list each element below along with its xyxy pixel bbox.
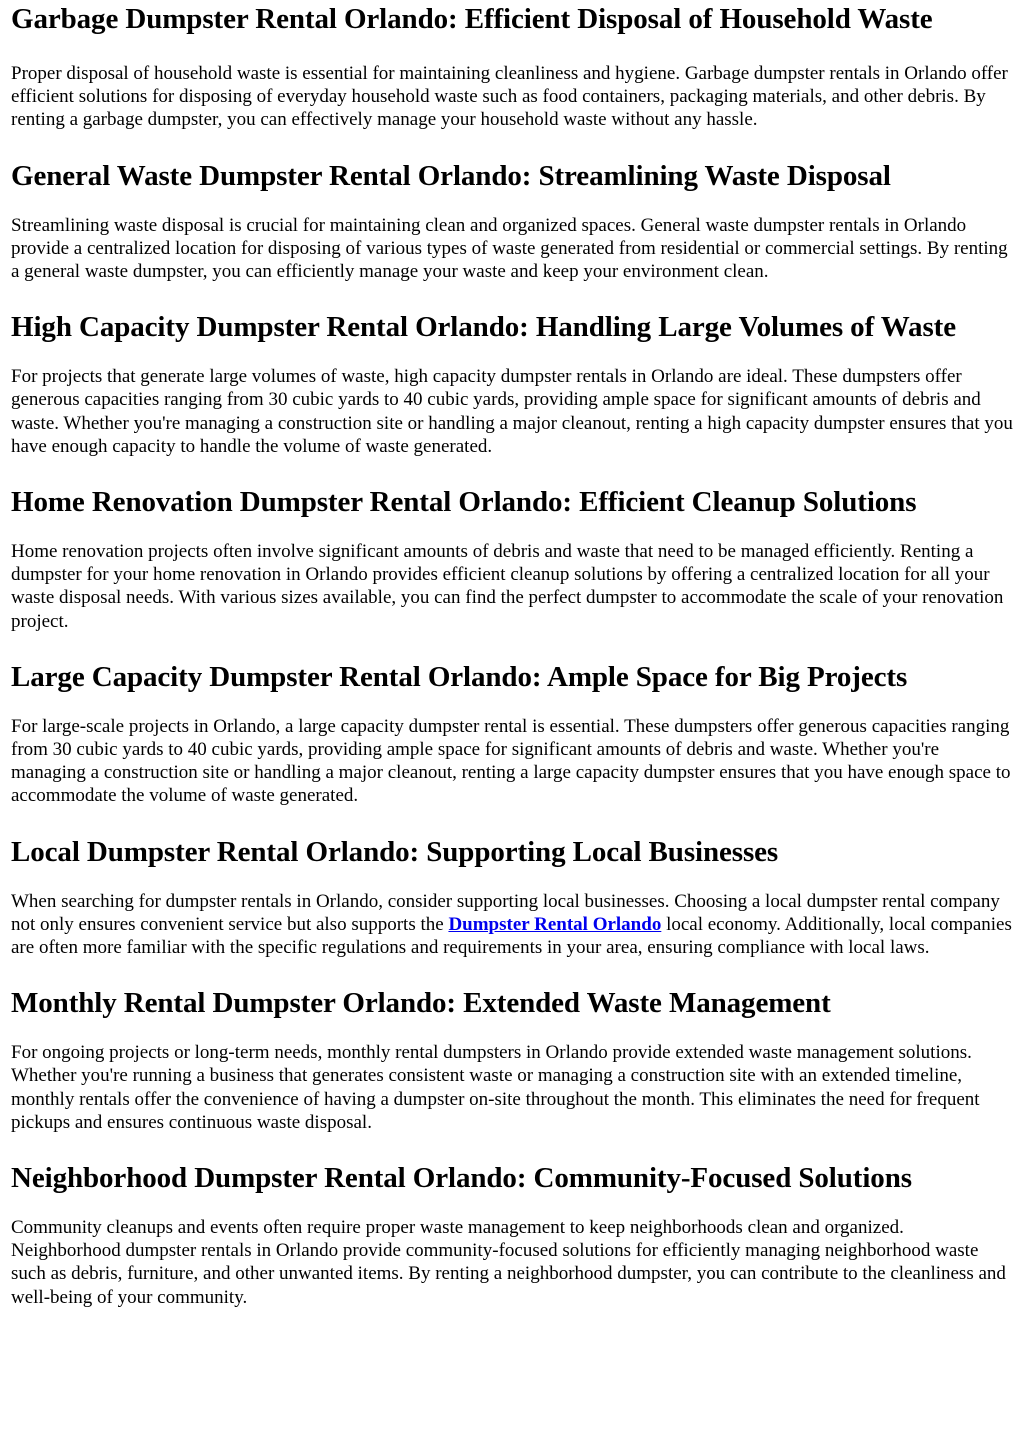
section-heading: General Waste Dumpster Rental Orlando: Streamlining Waste Disposal bbox=[11, 159, 891, 192]
section-monthly-rental bbox=[11, 986, 1013, 1134]
section-body: Community cleanups and events often require proper waste management to keep neighborhoods clean and organized. Neighborhood dumpster rentals in Orlando provide community-focused solutions for efficiently managing neighborhood waste such as debris, furniture, and other unwanted items. By renting a neighborhood dumpster, you can contribute to the cleanliness and well-being of your community. bbox=[11, 1217, 1006, 1308]
section-local-dumpster bbox=[11, 835, 1013, 960]
section-body: Home renovation projects often involve significant amounts of debris and waste that need to be managed efficiently. Renting a dumpster for your home renovation in Orlando provides efficient cleanup solutions by offering a centralized location for all your waste disposal needs. With various sizes available, you can find the perfect dumpster to accommodate the scale of your renovation project. bbox=[11, 541, 1004, 632]
section-heading: Neighborhood Dumpster Rental Orlando: Community-Focused Solutions bbox=[11, 1162, 912, 1195]
section-heading: Local Dumpster Rental Orlando: Supporting Local Businesses bbox=[11, 835, 779, 868]
section-heading: High Capacity Dumpster Rental Orlando: Handling Large Volumes of Waste bbox=[11, 311, 956, 344]
section-heading: Large Capacity Dumpster Rental Orlando: Ample Space for Big Projects bbox=[11, 660, 908, 693]
section-neighborhood bbox=[11, 1161, 1013, 1309]
section-body: For ongoing projects or long-term needs, monthly rental dumpsters in Orlando provide extended waste management solutions. Whether you're running a business that generates consistent waste or managing a construction site with an extended timeline, monthly rentals offer the convenience of having a dumpster on-site throughout the month. This eliminates the need for frequent pickups and ensures continuous waste disposal. bbox=[11, 1042, 980, 1133]
section-garbage-dumpster bbox=[11, 0, 1013, 132]
section-body: For projects that generate large volumes of waste, high capacity dumpster rentals in Orlando are ideal. These dumpsters offer generous capacities ranging from 30 cubic yards to 40 cubic yards, providing ample space for significant amounts of debris and waste. Whether you're managing a construction site or handling a major cleanout, renting a high capacity dumpster ensures that you have enough capacity to handle the volume of waste generated. bbox=[11, 366, 1013, 457]
section-body: Streamlining waste disposal is crucial for maintaining clean and organized spaces. General waste dumpster rentals in Orlando provide a centralized location for disposing of various types of waste generated from residential or commercial settings. By renting a general waste dumpster, you can efficiently manage your waste and keep your environment clean. bbox=[11, 214, 1008, 283]
section-body bbox=[11, 890, 1013, 960]
section-large-capacity bbox=[11, 660, 1013, 808]
dumpster-rental-orlando-link[interactable]: Dumpster Rental Orlando bbox=[448, 913, 662, 935]
section-body: For large-scale projects in Orlando, a large capacity dumpster rental is essential. These dumpsters offer generous capacities ranging from 30 cubic yards to 40 cubic yards, providing ample space for significant amounts of debris and waste. Whether you're managing a construction site or handling a major cleanout, renting a large capacity dumpster ensures that you have enough space to accommodate the volume of waste generated. bbox=[11, 715, 1011, 807]
section-general-waste bbox=[11, 159, 1013, 284]
section-heading: Monthly Rental Dumpster Orlando: Extended Waste Management bbox=[11, 987, 831, 1020]
body-text-after-link: local economy. Additionally, local companies are often more familiar with the specific regulations and requirements in your area, ensuring compliance with local laws. bbox=[11, 913, 1012, 959]
section-heading: Home Renovation Dumpster Rental Orlando: Efficient Cleanup Solutions bbox=[11, 486, 917, 519]
body-text-before-link: When searching for dumpster rentals in Orlando, consider supporting local businesses. Choosing a local dumpster rental company not only ensures convenient service but also supports the bbox=[11, 890, 1000, 935]
section-body: Proper disposal of household waste is essential for maintaining cleanliness and hygiene. Garbage dumpster rentals in Orlando offer efficient solutions for disposing of everyday household waste such as food containers, packaging materials, and other debris. By renting a garbage dumpster, you can effectively manage your household waste without any hassle. bbox=[11, 63, 1008, 131]
section-home-renovation bbox=[11, 485, 1013, 633]
section-high-capacity bbox=[11, 310, 1013, 458]
section-heading: Garbage Dumpster Rental Orlando: Efficient Disposal of Household Waste bbox=[11, 3, 933, 35]
